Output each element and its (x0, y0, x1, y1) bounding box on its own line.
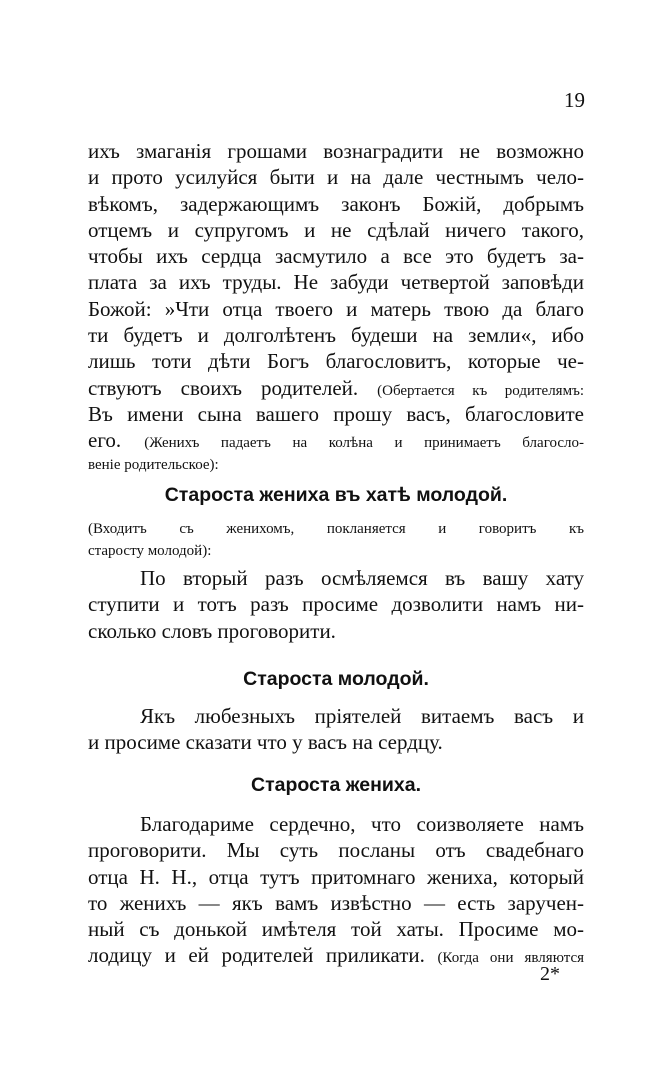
paragraph-speech (88, 811, 584, 969)
stage-direction-line: старосту молодой): (88, 543, 212, 559)
section-heading: Староста жениха въ хатѣ молодой. (164, 484, 508, 506)
stage-direction-line: (Входитъ съ женихомъ, покланяется и говоритъ къ (88, 521, 584, 537)
section-heading: Староста молодой. (243, 668, 429, 690)
text-line: сколько словъ проговорити. (88, 618, 336, 643)
paragraph-speech (88, 565, 584, 644)
text-line: Божой: »Чти отца твоего и матерь твою да благо (88, 296, 584, 321)
text-line: ихъ змаганія грошами вознаградити не возможно (88, 139, 584, 163)
printer-signature-mark: 2* (540, 963, 560, 985)
text-line: По вторый разъ осмѣляемся въ вашу хату (140, 566, 584, 590)
paragraph-speech (88, 703, 584, 756)
text-fragment: его. (88, 428, 122, 453)
text-line-mixed (88, 427, 584, 453)
text-line: проговорити. Мы суть посланы отъ свадебнаго (88, 838, 584, 863)
stage-direction-fragment: (Обертается къ родителямъ: (377, 382, 584, 399)
text-line: Благодариме сердечно, что соизволяете намъ (140, 812, 584, 836)
text-line: чтобы ихъ сердца засмутило а все это будетъ за- (88, 244, 584, 269)
text-line: Въ имени сына вашего прошу васъ, благословите (88, 401, 584, 426)
text-line: Якъ любезныхъ пріятелей витаемъ васъ и (140, 704, 584, 728)
text-line: плата за ихъ труды. Не забуди четвертой заповѣди (88, 270, 584, 295)
stage-direction-fragment: (Когда они являются (437, 950, 584, 967)
stage-direction-fragment: (Женихъ падаетъ на колѣна и принимаетъ благосло- (144, 435, 584, 452)
text-line: отцемъ и супругомъ и не сдѣлай ничего такого, (88, 217, 584, 242)
text-line: то женихъ — якъ вамъ извѣстно — есть заручен- (88, 890, 584, 915)
page-number: 19 (564, 88, 585, 112)
text-line-mixed (88, 942, 584, 968)
text-line: отца Н. Н., отца тутъ притомнаго жениха, который (88, 864, 584, 889)
paragraph-continuation (88, 138, 584, 476)
text-fragment: лодицу и ей родителей приликати. (88, 943, 425, 968)
text-line-mixed (88, 375, 584, 401)
text-line: и просиме сказати что у васъ на сердцу. (88, 730, 443, 755)
text-line: лишь тоти дѣти Богъ благословитъ, которые че- (88, 349, 584, 374)
stage-direction-line: веніе родительское): (88, 456, 219, 473)
text-line: ный съ донькой имѣтеля той хаты. Просиме мо- (88, 917, 584, 942)
text-line: и прото усилуйся быти и на дале честнымъ чело- (88, 165, 584, 190)
stage-direction (88, 518, 584, 562)
text-line: ти будетъ и долголѣтенъ будеши на земли«, ибо (88, 323, 584, 348)
text-line: вѣкомъ, задержающимъ законъ Божій, добрымъ (88, 191, 584, 216)
section-heading: Староста жениха. (251, 774, 421, 796)
text-fragment: ствуютъ своихъ родителей. (88, 375, 359, 400)
text-line: ступити и тотъ разъ просиме дозволити намъ ни- (88, 592, 584, 617)
